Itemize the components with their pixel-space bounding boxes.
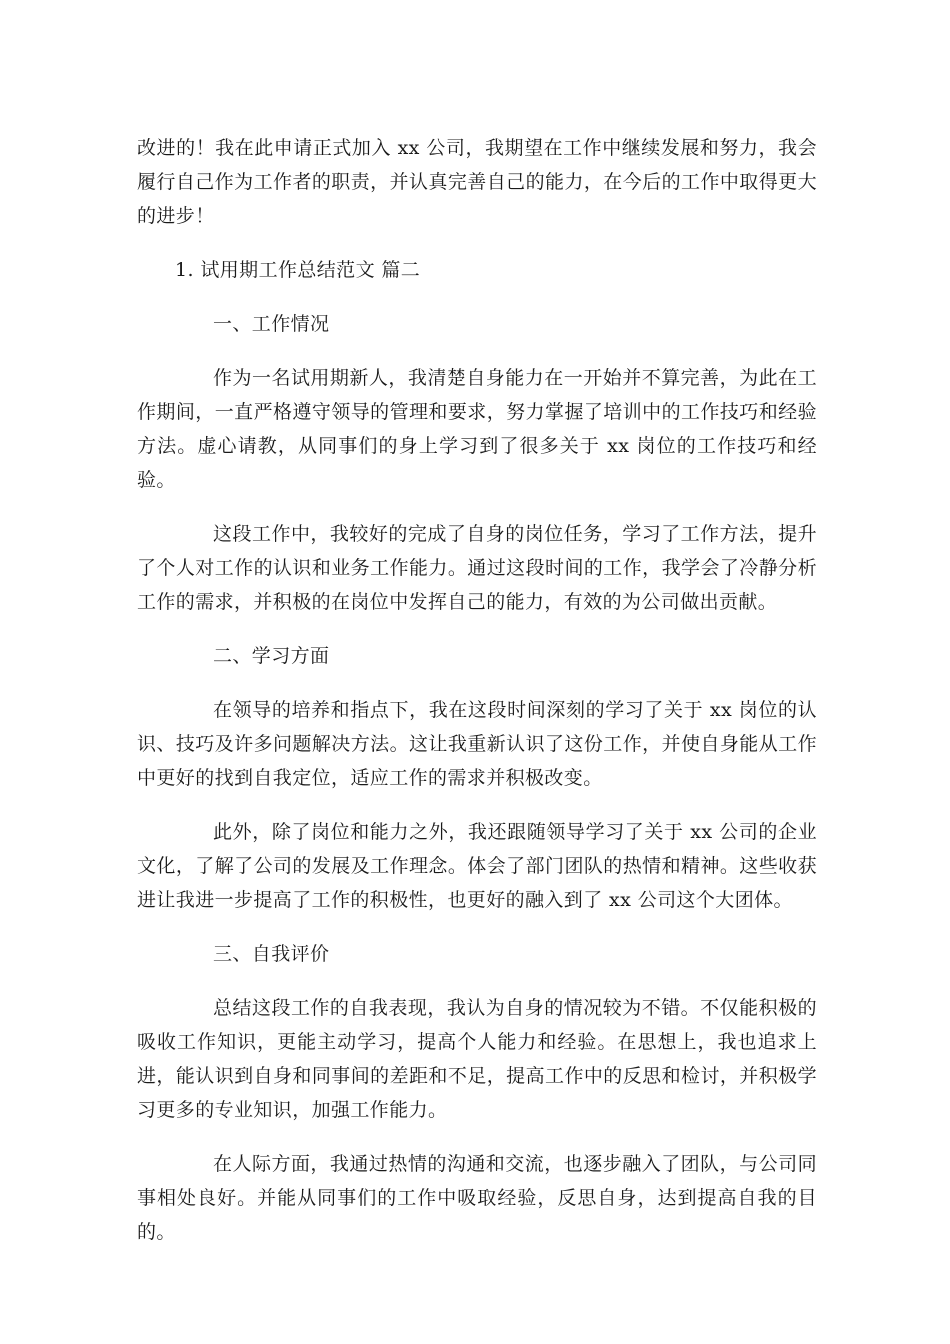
heading-learning: 二、学习方面 (213, 645, 330, 667)
paragraph-work-1: 作为一名试用期新人，我清楚自身能力在一开始并不算完善，为此在工作期间，一直严格遵守领导的管理和要求，努力掌握了培训中的工作技巧和经验方法。虚心请教，从同事们的身上学习到了很多关于 xx 岗位的工作技巧和经验。 (137, 367, 817, 491)
document-body (137, 131, 817, 1249)
section-title: 1. 试用期工作总结范文 篇二 (175, 259, 421, 281)
paragraph-learning-2: 此外，除了岗位和能力之外，我还跟随领导学习了关于 xx 公司的企业文化，了解了公司的发展及工作理念。体会了部门团队的热情和精神。这些收获进让我进一步提高了工作的积极性，也更好的融入到了 xx 公司这个大团体。 (137, 821, 817, 911)
heading-work-status: 一、工作情况 (213, 313, 330, 335)
paragraph-learning-1: 在领导的培养和指点下，我在这段时间深刻的学习了关于 xx 岗位的认识、技巧及许多问题解决方法。这让我重新认识了这份工作，并使自身能从工作中更好的找到自我定位，适应工作的需求并积极改变。 (137, 699, 817, 789)
paragraph-self-evaluation-2: 在人际方面，我通过热情的沟通和交流，也逐步融入了团队，与公司同事相处良好。并能从同事们的工作中吸取经验，反思自身，达到提高自我的目的。 (137, 1153, 817, 1243)
heading-self-evaluation: 三、自我评价 (213, 943, 330, 965)
paragraph-work-2: 这段工作中，我较好的完成了自身的岗位任务，学习了工作方法，提升了个人对工作的认识和业务工作能力。通过这段时间的工作，我学会了冷静分析工作的需求，并积极的在岗位中发挥自己的能力，有效的为公司做出贡献。 (137, 523, 817, 613)
paragraph-self-evaluation-1: 总结这段工作的自我表现，我认为自身的情况较为不错。不仅能积极的吸收工作知识，更能主动学习，提高个人能力和经验。在思想上，我也追求上进，能认识到自身和同事间的差距和不足，提高工作中的反思和检讨，并积极学习更多的专业知识，加强工作能力。 (137, 997, 817, 1121)
paragraph-continuation: 改进的！我在此申请正式加入 xx 公司，我期望在工作中继续发展和努力，我会履行自己作为工作者的职责，并认真完善自己的能力，在今后的工作中取得更大的进步！ (137, 137, 817, 227)
